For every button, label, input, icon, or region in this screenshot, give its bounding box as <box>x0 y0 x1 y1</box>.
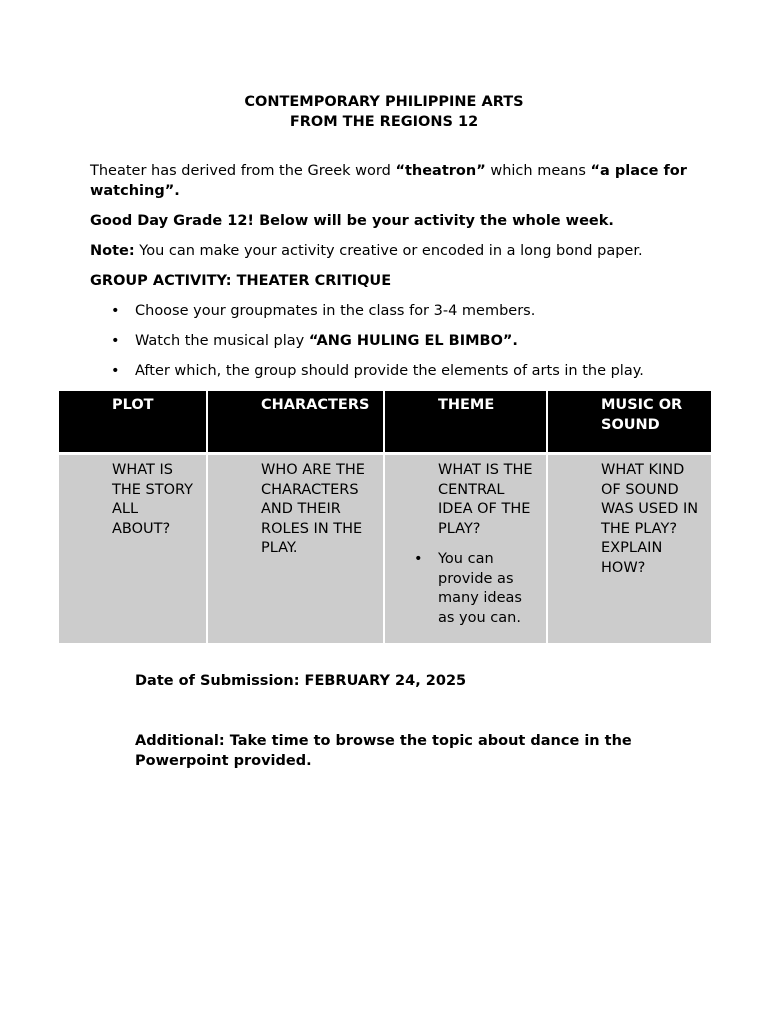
header-plot: PLOT <box>59 391 207 454</box>
header-characters: CHARACTERS <box>207 391 384 454</box>
cell-theme-question: WHAT IS THE CENTRAL IDEA OF THE PLAY? <box>438 462 533 537</box>
cell-theme-bullet-marker: • <box>414 551 423 567</box>
note-line <box>90 241 690 261</box>
title-line-2: FROM THE REGIONS 12 <box>289 114 479 130</box>
intro-text-1: Theater has derived from the Greek word <box>90 163 396 179</box>
cell-music-or-sound: WHAT KIND OF SOUND WAS USED IN THE PLAY? EXPLAIN HOW? <box>547 454 711 644</box>
cell-theme <box>384 454 547 644</box>
cell-theme-bullet-text: You can provide as many ideas as you can. <box>438 551 522 626</box>
note-text: You can make your activity creative or encoded in a long bond paper. <box>134 243 643 259</box>
bullet-item-2 <box>135 331 518 351</box>
greeting-line: Good Day Grade 12! Below will be your activity the whole week. <box>90 213 614 229</box>
bullet-marker-3: • <box>111 363 120 379</box>
bullet-item-2-text: Watch the musical play <box>135 333 309 349</box>
cell-plot: WHAT IS THE STORY ALL ABOUT? <box>59 454 207 644</box>
bullet-item-3: After which, the group should provide the elements of arts in the play. <box>135 363 644 379</box>
intro-bold-theatron: “theatron” <box>395 163 486 179</box>
cell-theme-bullet <box>414 550 540 628</box>
table-header-row <box>59 391 711 454</box>
activity-heading: GROUP ACTIVITY: THEATER CRITIQUE <box>90 273 392 289</box>
header-theme: THEME <box>384 391 547 454</box>
note-label: Note: <box>90 243 135 259</box>
title-line-1: CONTEMPORARY PHILIPPINE ARTS <box>244 94 524 110</box>
submission-date: Date of Submission: FEBRUARY 24, 2025 <box>135 673 467 689</box>
bullet-marker-2: • <box>111 333 120 349</box>
cell-characters: WHO ARE THE CHARACTERS AND THEIR ROLES IN THE PLAY. <box>207 454 384 644</box>
bullet-marker-1: • <box>111 303 120 319</box>
bullet-item-2-bold: “ANG HULING EL BIMBO”. <box>308 333 518 349</box>
table-row <box>59 454 711 644</box>
intro-bold-meaning: “a place for watching”. <box>90 163 687 199</box>
document-title <box>0 92 768 132</box>
intro-paragraph <box>90 161 690 201</box>
intro-text-2: which means <box>485 163 591 179</box>
critique-table <box>59 391 711 643</box>
additional-note: Additional: Take time to browse the topic about dance in the Powerpoint provided. <box>135 733 632 769</box>
header-music-or-sound: MUSIC OR SOUND <box>547 391 711 454</box>
bullet-item-1: Choose your groupmates in the class for 3-4 members. <box>135 303 536 319</box>
